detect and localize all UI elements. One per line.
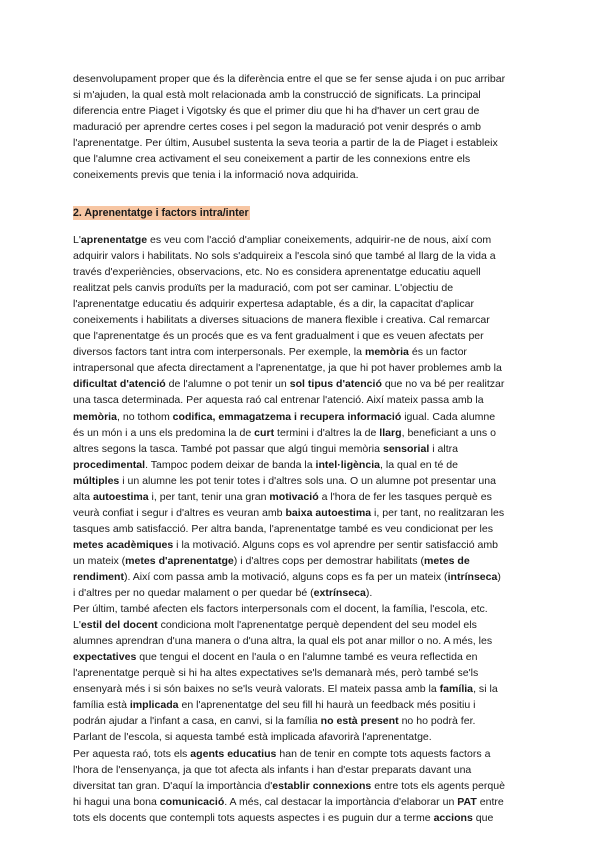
bold-term: motivació bbox=[269, 490, 319, 503]
bold-term: sol tipus d'atenció bbox=[289, 378, 382, 391]
text-line bbox=[73, 746, 523, 762]
bold-term: dificultat d'atenció bbox=[73, 378, 166, 391]
text-line bbox=[73, 360, 523, 376]
text-run: . A més, cal destacar la importància d'elaborar un bbox=[224, 795, 458, 808]
text-run: de l'alumne o pot tenir un bbox=[165, 378, 290, 391]
text-run: han de tenir en compte tots aquests factors a bbox=[276, 747, 491, 760]
text-run: i altra bbox=[429, 442, 459, 455]
text-run: igual. Cada alumne bbox=[401, 410, 496, 423]
text-run: ). Així com passa amb la motivació, alguns cops es fa per un mateix ( bbox=[123, 570, 448, 583]
text-run: és un món i a uns els predomina la de bbox=[73, 426, 255, 439]
bold-term: rendiment bbox=[73, 570, 124, 583]
text-line bbox=[73, 425, 523, 441]
text-run: entre bbox=[476, 795, 504, 808]
text-run: , si la bbox=[473, 683, 498, 696]
text-run: hi hagui una bona bbox=[73, 795, 160, 808]
bold-term: autoestima bbox=[92, 490, 149, 503]
text-line bbox=[73, 505, 523, 521]
intro-paragraph bbox=[73, 71, 523, 183]
text-line bbox=[73, 521, 523, 537]
text-run: en l'aprenentatge del seu fill hi haurà un feedback més positiu i bbox=[178, 699, 476, 712]
text-run: l'aprenentatge educatiu és adquirir expertesa adaptable, és a dir, la capacitat d'aplicar bbox=[73, 298, 474, 311]
text-run: l'aprenentatge perquè si hi ha altes expectatives se'ls demanarà més, però també se'ls bbox=[73, 667, 479, 680]
bold-term: metes de bbox=[423, 554, 470, 567]
bold-term: estil del docent bbox=[80, 619, 158, 632]
text-run: , la qual en té de bbox=[380, 458, 458, 471]
bold-term: codifica, emmagatzema i recupera informació bbox=[172, 410, 402, 423]
text-line bbox=[73, 697, 523, 713]
text-run: que bbox=[472, 811, 494, 824]
text-line bbox=[73, 151, 523, 167]
text-line bbox=[73, 601, 523, 617]
text-run: no ho podrà fer. bbox=[398, 715, 476, 728]
bold-term: família bbox=[439, 683, 474, 696]
text-line bbox=[73, 713, 523, 729]
text-line bbox=[73, 489, 523, 505]
bold-term: sensorial bbox=[382, 442, 430, 455]
text-run: diversitat tan gran. D'aquí la importància d' bbox=[73, 779, 273, 792]
text-run: ). bbox=[365, 587, 373, 600]
text-run: que tengui el docent en l'aula o en l'alumne també es veura reflectida en bbox=[136, 651, 478, 664]
text-line bbox=[73, 312, 523, 328]
text-line bbox=[73, 681, 523, 697]
text-run: realitzat pels canvis produïts per la maduració, com pot ser caminar. L'objectiu de bbox=[73, 282, 454, 295]
text-run: un mateix ( bbox=[73, 554, 126, 567]
bold-term: procedimental bbox=[73, 458, 146, 471]
text-run: l'hora de l'ensenyança, ja que tot afecta als infants i han d'estar preparats davant una bbox=[73, 763, 472, 776]
text-run: Per aquesta raó, tots els bbox=[73, 747, 191, 760]
text-line bbox=[73, 473, 523, 489]
text-line bbox=[73, 135, 523, 151]
text-line bbox=[73, 103, 523, 119]
text-run: es veu com l'acció d'ampliar coneixements, adquirir-ne de nous, així com bbox=[147, 234, 492, 246]
text-line bbox=[73, 441, 523, 457]
text-run: L' bbox=[73, 619, 81, 632]
text-run: és un factor bbox=[408, 346, 467, 359]
text-run: alumnes aprendran d'una manera o d'una altra, la qual els pot anar millor o no. A més, les bbox=[73, 635, 493, 648]
text-line bbox=[73, 649, 523, 665]
text-line bbox=[73, 392, 523, 408]
text-run: i, per tant, no realitzaran les bbox=[371, 506, 505, 519]
bold-term: expectatives bbox=[73, 651, 137, 664]
bold-term: establir connexions bbox=[272, 779, 372, 792]
text-run: desenvolupament proper que és la diferència entre el que se fer sense ajuda i on puc arribar bbox=[73, 73, 506, 85]
bold-term: baixa autoestima bbox=[285, 506, 372, 519]
text-run: diferencia entre Piaget i Vigotsky és que el primer diu que hi ha d'haver un cert grau de bbox=[73, 105, 480, 118]
text-run: tots els docents que contempli tots aquests aspectes i es puguin dur a terme bbox=[73, 811, 434, 824]
bold-term: agents educatius bbox=[190, 747, 277, 760]
text-run: maduració per aprendre certes coses i pel segon la maduració pot venir després o amb bbox=[73, 121, 482, 134]
text-run: diversos factors tant intra com interpersonals. Per exemple, la bbox=[73, 346, 365, 359]
text-run: coneixements previs que tenia i la informació nova adquirida. bbox=[73, 169, 359, 182]
text-run: adquirir valors i habilitats. No sols s'adquireix a l'escola sinó que també al llarg de la vida a bbox=[73, 250, 496, 263]
text-line bbox=[73, 296, 523, 312]
text-line bbox=[73, 264, 523, 280]
text-line bbox=[73, 617, 523, 633]
text-line bbox=[73, 280, 523, 296]
section-body bbox=[73, 232, 523, 826]
text-run: . Tampoc podem deixar de banda la bbox=[145, 458, 316, 471]
text-line bbox=[73, 409, 523, 425]
bold-term: intel·ligència bbox=[315, 458, 380, 471]
text-line bbox=[73, 729, 523, 745]
text-run: L' bbox=[73, 234, 81, 246]
bold-term: implicada bbox=[129, 699, 179, 712]
bold-term: comunicació bbox=[159, 795, 225, 808]
text-line bbox=[73, 810, 523, 826]
text-run: i d'altres per no quedar malament o per quedar bé ( bbox=[73, 587, 314, 600]
text-line bbox=[73, 633, 523, 649]
text-run: , no tothom bbox=[116, 410, 173, 423]
text-line bbox=[73, 457, 523, 473]
text-run: i la motivació. Alguns cops es vol aprendre per sentir satisfacció amb bbox=[173, 538, 499, 551]
section-heading bbox=[73, 205, 250, 221]
text-line bbox=[73, 537, 523, 553]
text-line bbox=[73, 569, 523, 585]
bold-term: aprenentatge bbox=[80, 234, 148, 246]
text-run: coneixements i habilitats a diverses situacions de manera flexible i creativa. Cal remarcar bbox=[73, 314, 490, 327]
bold-term: no està present bbox=[320, 715, 399, 728]
bold-term: extrínseca bbox=[313, 587, 366, 600]
bold-term: llarg bbox=[379, 426, 402, 439]
text-run: termini i d'altres la de bbox=[274, 426, 380, 439]
text-run: , beneficiant a uns o bbox=[401, 426, 496, 439]
text-line bbox=[73, 553, 523, 569]
text-line bbox=[73, 119, 523, 135]
bold-term: memòria bbox=[364, 346, 409, 359]
text-line bbox=[73, 794, 523, 810]
bold-term: accions bbox=[433, 811, 473, 824]
text-run: ) bbox=[497, 570, 501, 583]
bold-term: PAT bbox=[457, 795, 477, 808]
text-run: veurà confiat i segur i d'altres es veuran amb bbox=[73, 506, 286, 519]
text-run: tasques amb satisfacció. Per altra banda, l'aprenentatge també es veu condicionat per les bbox=[73, 522, 494, 535]
text-run: que l'aprenentatge és un procés que es va fent gradualment i que es veuen afectats per bbox=[73, 330, 484, 343]
text-run: l'aprenentatge. Per últim, Ausubel sustenta la seva teoria a partir de la de Piaget i estableix bbox=[73, 137, 498, 150]
bold-term: curt bbox=[254, 426, 275, 439]
text-run: condiciona molt l'aprenentatge perquè dependent del seu model els bbox=[157, 619, 477, 632]
text-run: ) i d'altres cops per demostrar habilitats ( bbox=[233, 554, 424, 567]
text-run: Per últim, també afecten els factors interpersonals com el docent, la família, l'escola, etc. bbox=[73, 603, 488, 616]
text-run: intrapersonal que afecta directament a l'aprenentatge, ja que hi pot haver problemes amb la bbox=[73, 362, 502, 375]
text-line bbox=[73, 762, 523, 778]
text-line bbox=[73, 232, 523, 248]
text-line bbox=[73, 328, 523, 344]
text-line bbox=[73, 778, 523, 794]
text-line bbox=[73, 87, 523, 103]
text-run: una tasca determinada. Per aquesta raó cal entrenar l'atenció. Així mateix passa amb la bbox=[73, 394, 484, 407]
text-run: si m'ajuden, la qual està molt relacionada amb la construcció de significats. La principal bbox=[73, 89, 481, 102]
text-run: i un alumne les pot tenir totes i d'altres sols una. O un alumne pot presentar una bbox=[119, 474, 496, 487]
text-line bbox=[73, 71, 523, 87]
bold-term: metes d'aprenentatge bbox=[125, 554, 234, 567]
text-run: que no va bé per realitzar bbox=[381, 378, 505, 391]
text-run: Parlant de l'escola, si aquesta també està implicada afavorirà l'aprenentatge. bbox=[73, 731, 432, 744]
text-run: través d'experiències, observacions, etc. No es considera aprenentatge educatiu aquell bbox=[73, 266, 481, 279]
text-line bbox=[73, 248, 523, 264]
text-run: família està bbox=[73, 699, 130, 712]
text-run: a l'hora de fer les tasques perquè es bbox=[318, 490, 492, 503]
text-line bbox=[73, 665, 523, 681]
bold-term: múltiples bbox=[73, 474, 120, 487]
text-line bbox=[73, 376, 523, 392]
text-run: que l'alumne crea activament el seu coneixement a partir de les connexions entre els bbox=[73, 153, 471, 166]
bold-term: intrínseca bbox=[447, 570, 498, 583]
text-run: i, per tant, tenir una gran bbox=[148, 490, 270, 503]
text-run: altres segons la tasca. També pot passar que algú tingui memòria bbox=[73, 442, 383, 455]
text-line bbox=[73, 167, 523, 183]
section-heading-text: 2. Aprenentatge i factors intra/inter bbox=[73, 207, 249, 219]
text-run: alta bbox=[73, 490, 93, 503]
text-line bbox=[73, 344, 523, 360]
text-run: entre tots els agents perquè bbox=[371, 779, 505, 792]
bold-term: memòria bbox=[73, 410, 117, 423]
text-run: ensenyarà més i si són baixes no se'ls veurà valorats. El mateix passa amb la bbox=[73, 683, 440, 696]
text-run: podrán ajudar a l'infant a casa, en canvi, si la família bbox=[73, 715, 321, 728]
text-line bbox=[73, 585, 523, 601]
bold-term: metes acadèmiques bbox=[73, 538, 174, 551]
